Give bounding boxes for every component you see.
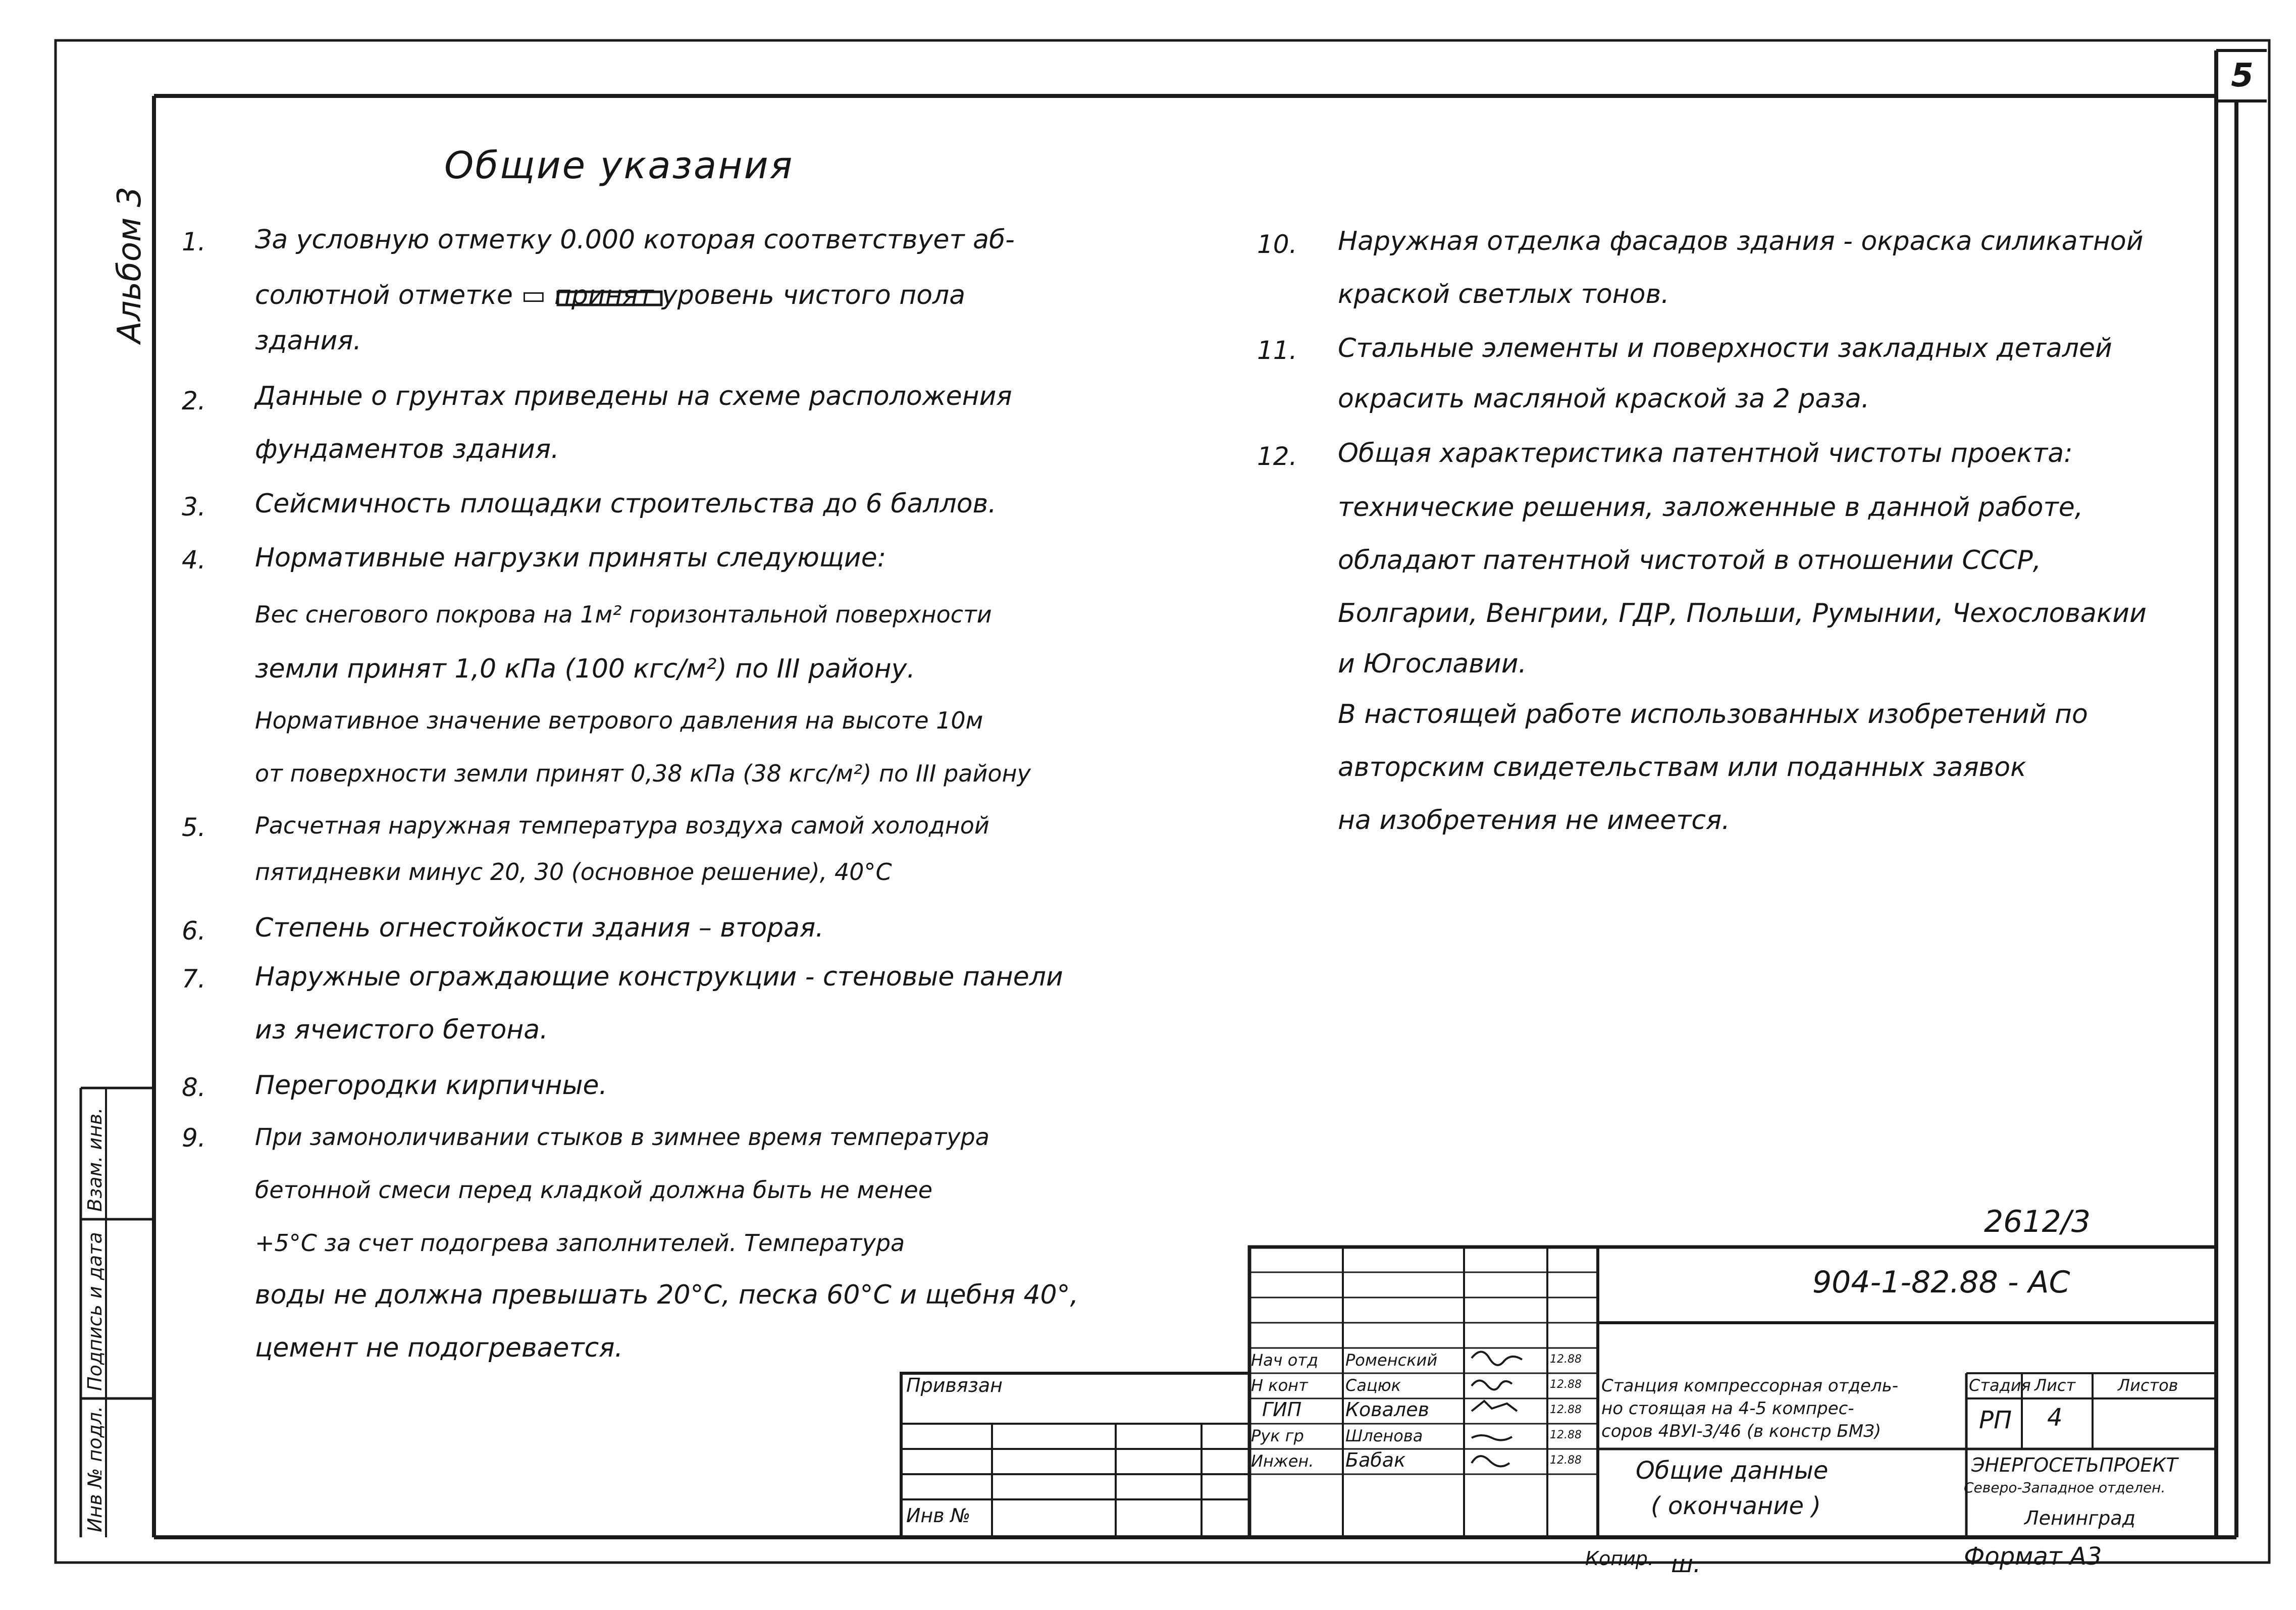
item-8-number: 8.: [182, 1073, 206, 1102]
sheet-code: 2612/3: [1984, 1204, 2091, 1239]
object-line-3: соров 4ВУI-3/46 (в констр БМЗ): [1601, 1421, 1882, 1441]
name-romenskiy: Роменский: [1345, 1351, 1438, 1370]
privyazan-label: Привязан: [906, 1374, 1003, 1396]
sheet-title-line-2: ( окончание ): [1651, 1492, 1821, 1520]
org-line-3: Ленинград: [2024, 1507, 2135, 1529]
item-7-line-1: Наружные ограждающие конструкции - стеновые панели: [255, 962, 1063, 992]
item-9-line-4: воды не должна превышать 20°С, песка 60°С и щебня 40°,: [255, 1280, 1079, 1310]
item-4-line-3: земли принят 1,0 кПа (100 кгс/м²) по III району.: [255, 654, 915, 684]
item-12-line-1: Общая характеристика патентной чистоты проекта:: [1338, 438, 2073, 469]
role-ruk-gr: Рук гр: [1251, 1426, 1304, 1445]
date-1: 12.88: [1550, 1353, 1582, 1366]
role-nach-otd: Нач отд: [1251, 1351, 1319, 1370]
signature-2: [1472, 1380, 1512, 1389]
sheet-value: 4: [2047, 1404, 2063, 1432]
item-2-line-2: фундаментов здания.: [255, 434, 559, 464]
signature-5: [1472, 1456, 1509, 1466]
item-12-line-8: на изобретения не имеется.: [1338, 805, 1730, 836]
item-5-line-1: Расчетная наружная температура воздуха самой холодной: [255, 812, 989, 839]
side-stamp-sign-date: Подпись и дата: [84, 1232, 106, 1391]
item-2-line-1: Данные о грунтах приведены на схеме расположения: [255, 381, 1012, 411]
date-2: 12.88: [1550, 1378, 1582, 1391]
sheets-label: Листов: [2118, 1376, 2178, 1395]
item-12-number: 12.: [1257, 442, 1297, 471]
signature-3: [1472, 1401, 1517, 1411]
item-12-line-2: технические решения, заложенные в данной работе,: [1338, 492, 2083, 523]
item-9-line-3: +5°С за счет подогрева заполнителей. Температура: [255, 1229, 905, 1257]
format-label: Формат А3: [1964, 1542, 2102, 1571]
item-12-line-4: Болгарии, Венгрии, ГДР, Польши, Румынии, Чехословакии: [1338, 598, 2147, 629]
role-gip: ГИП: [1262, 1398, 1302, 1421]
name-babak: Бабак: [1345, 1449, 1406, 1471]
org-line-1: ЭНЕРГОСЕТЬПРОЕКТ: [1971, 1454, 2178, 1476]
item-4-line-2: Вес снегового покрова на 1м² горизонтальной поверхности: [255, 601, 992, 628]
item-5-number: 5.: [182, 813, 206, 842]
item-2-number: 2.: [182, 386, 206, 416]
name-satsyuk: Сацюк: [1345, 1376, 1401, 1395]
item-1-line-1: За условную отметку 0.000 которая соответствует аб-: [255, 225, 1015, 255]
item-1-line-3: здания.: [255, 326, 362, 356]
item-9-line-2: бетонной смеси перед кладкой должна быть не менее: [255, 1176, 933, 1204]
inv-no-label: Инв №: [906, 1504, 971, 1527]
item-12-line-7: авторским свидетельствам или поданных заявок: [1338, 752, 2026, 783]
sheet-number: 5: [2231, 57, 2254, 94]
stage-value: РП: [1979, 1406, 2012, 1434]
item-3-number: 3.: [182, 492, 206, 522]
side-stamp-inv-podl: Инв № подл.: [84, 1406, 106, 1532]
item-5-line-2: пятидневки минус 20, 30 (основное решение), 40°С: [255, 858, 892, 886]
signature-1: [1472, 1352, 1522, 1365]
object-line-2: но стоящая на 4-5 компрес-: [1601, 1398, 1854, 1419]
item-9-line-1: При замоноличивании стыков в зимнее время температура: [255, 1123, 989, 1151]
item-7-number: 7.: [182, 964, 206, 994]
item-9-line-5: цемент не подогревается.: [255, 1333, 623, 1363]
copied-label: Копир.: [1585, 1547, 1654, 1570]
item-10-line-2: краской светлых тонов.: [1338, 279, 1669, 309]
item-12-line-6: В настоящей работе использованных изобретений по: [1338, 699, 2088, 730]
item-11-line-2: окрасить масляной краской за 2 раза.: [1338, 384, 1870, 414]
item-9-number: 9.: [182, 1123, 206, 1153]
org-line-2: Северо-Западное отделен.: [1964, 1479, 2166, 1496]
name-kovalev: Ковалев: [1345, 1398, 1429, 1421]
item-4-line-5: от поверхности земли принят 0,38 кПа (38 кгс/м²) по III району: [255, 760, 1031, 787]
side-stamp-vzam: Взам. инв.: [84, 1107, 106, 1212]
item-10-line-1: Наружная отделка фасадов здания - окраска силикатной: [1338, 226, 2144, 256]
doc-code: 904-1-82.88 - АС: [1812, 1265, 2070, 1300]
page-title: Общие указания: [444, 144, 794, 187]
item-11-line-1: Стальные элементы и поверхности закладных деталей: [1338, 333, 2112, 363]
item-8-line-1: Перегородки кирпичные.: [255, 1070, 608, 1101]
sheet-label: Лист: [2034, 1376, 2076, 1395]
role-n-kont: Н конт: [1251, 1376, 1308, 1395]
item-4-line-1: Нормативные нагрузки приняты следующие:: [255, 543, 886, 573]
item-11-number: 11.: [1257, 336, 1297, 365]
item-6-number: 6.: [182, 916, 206, 946]
item-12-line-5: и Югославии.: [1338, 649, 1527, 679]
date-3: 12.88: [1550, 1404, 1582, 1416]
item-4-number: 4.: [182, 545, 206, 575]
signature-4: [1472, 1435, 1512, 1440]
item-1-number: 1.: [182, 227, 206, 256]
item-12-line-3: обладают патентной чистотой в отношении СССР,: [1338, 545, 2042, 576]
date-5: 12.88: [1550, 1454, 1582, 1467]
item-10-number: 10.: [1257, 230, 1297, 259]
item-4-line-4: Нормативное значение ветрового давления на высоте 10м: [255, 707, 983, 734]
item-6-line-1: Степень огнестойкости здания – вторая.: [255, 913, 824, 943]
name-shlenova: Шленова: [1345, 1426, 1423, 1445]
sheet-title-line-1: Общие данные: [1636, 1457, 1829, 1485]
album-label: Альбом 3: [111, 186, 148, 343]
object-line-1: Станция компрессорная отдель-: [1601, 1376, 1898, 1396]
stage-label: Стадия: [1969, 1376, 2031, 1395]
item-7-line-2: из ячеистого бетона.: [255, 1015, 548, 1045]
role-inzhen: Инжен.: [1251, 1451, 1314, 1471]
item-1-line-2: солютной отметке ▭ принят уровень чистого пола: [255, 280, 966, 310]
copied-sign: ш.: [1671, 1550, 1701, 1578]
date-4: 12.88: [1550, 1429, 1582, 1441]
item-3-line-1: Сейсмичность площадки строительства до 6 баллов.: [255, 489, 997, 519]
